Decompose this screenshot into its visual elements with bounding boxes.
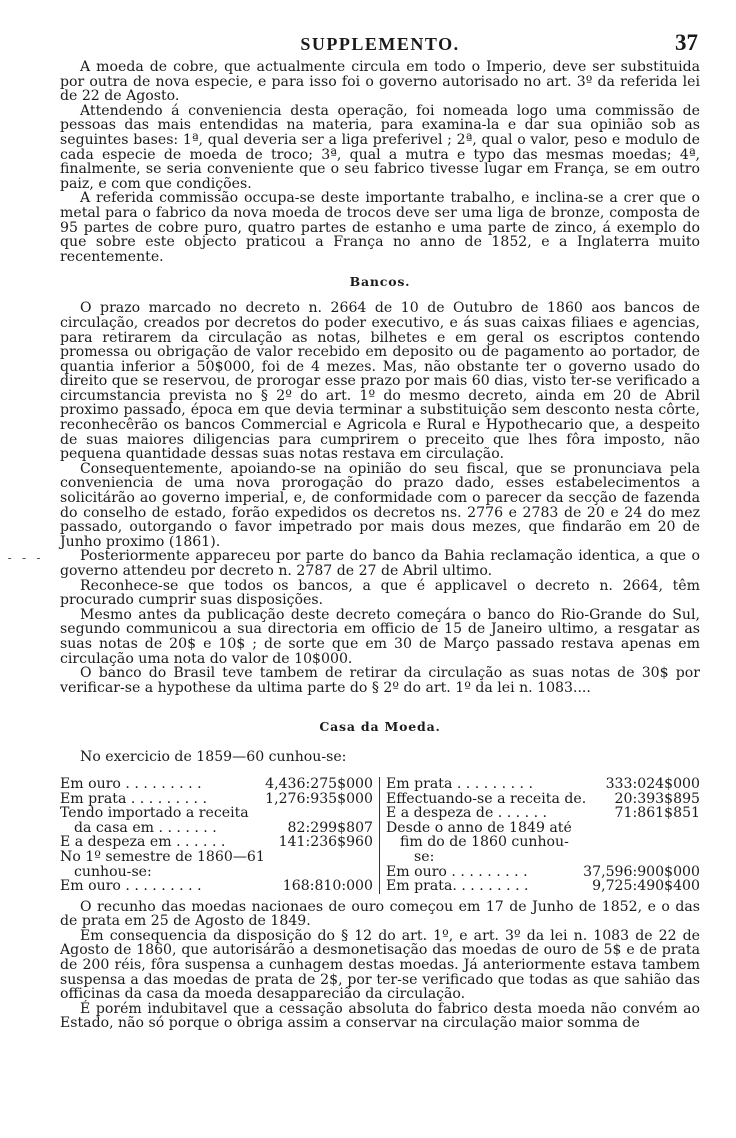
paragraph: A moeda de cobre, que actualmente circula em todo o Imperio, deve ser substituida por outra de nova especie, e para isso foi o governo autorisado no art. 3º da referida lei de 22 de Agosto.: [60, 59, 700, 105]
row-label: Em ouro . . . . . . . . .: [60, 879, 202, 894]
row-label: No 1º semestre de 1860—61: [60, 849, 265, 865]
table-row: [386, 865, 700, 880]
row-value: 141:236$960: [278, 834, 373, 851]
row-label: E a despeza em . . . . . .: [60, 835, 226, 850]
table-row: [60, 835, 373, 850]
casa-section: [60, 900, 700, 1031]
table-row: [386, 850, 700, 865]
row-label: se:: [414, 849, 435, 865]
page: [60, 30, 700, 1031]
section-heading-casa-da-moeda: Casa da Moeda.: [319, 719, 441, 735]
row-value: 9,725:490$400: [592, 878, 700, 895]
section-heading-bancos: Bancos.: [349, 274, 411, 290]
coinage-table: [60, 777, 700, 894]
row-label: Em ouro . . . . . . . . .: [386, 864, 528, 880]
table-row: [60, 806, 373, 821]
running-title: SUPPLEMENTO.: [300, 34, 460, 54]
table-row: [60, 821, 373, 836]
paragraph: Mesmo antes da publicação deste decreto começára o banco do Rio-Grande do Sul, segundo communicou a sua directoria em officio de 15 de Janeiro ultimo, a resgatar as suas notas de 20$ e 10$ ; de sorte que em 30 de Março passado restava apenas em circulação uma nota do valor de 10$000.: [60, 606, 700, 667]
table-row: [386, 777, 700, 792]
table-row: [60, 792, 373, 807]
table-column-left: [60, 777, 380, 894]
row-value: 4,436:275$000: [265, 775, 373, 792]
page-number: 37: [675, 30, 698, 55]
paragraph: Consequentemente, apoiando-se na opinião do seu fiscal, que se pronunciava pela conveniencia de uma nova prorogação do prazo dado, esses estabelecimentos a solicitárão ao governo imperial, e, de conformidade com o parecer da secção de fazenda do conselho de estado, forão expedidos os decretos ns. 2776 e 2783 de 20 e 24 do mez passado, outorgando o favor impetrado por mais dous mezes, que findarão em 20 de Junho proximo (1861).: [60, 460, 700, 550]
row-value: 333:024$000: [605, 775, 700, 792]
table-row: [386, 792, 700, 807]
table-row: [60, 865, 373, 880]
paragraph: Posteriormente appareceu por parte do banco da Bahia reclamação identica, a que o governo attendeu por decreto n. 2787 de 27 de Abril ultimo.: [60, 548, 700, 579]
table-row: [60, 777, 373, 792]
row-label: da casa em . . . . . . .: [74, 820, 217, 836]
row-value: 20:393$895: [614, 790, 700, 807]
table-intro: No exercicio de 1859—60 cunhou-se:: [80, 749, 347, 766]
table-row: [60, 879, 373, 894]
table-row: [386, 879, 700, 894]
table-row: [386, 835, 700, 850]
row-value: 168:810:000: [282, 878, 373, 895]
row-label: cunhou-se:: [74, 864, 152, 880]
paragraph: A referida commissão occupa-se deste importante trabalho, e inclina-se a crer que o metal para o fabrico da nova moeda de trocos deve ser uma liga de bronze, composta de 95 partes de cobre puro, quatro partes de estanho e uma parte de zinco, á exemplo do que sobre este objecto praticou a França no anno de 1852, e a Inglaterra muito recentemente.: [60, 190, 700, 265]
row-label: Desde o anno de 1849 até: [386, 820, 572, 836]
row-value: 37,596:900$000: [583, 863, 700, 880]
row-label: Em ouro . . . . . . . . .: [60, 776, 202, 792]
row-label: fim do de 1860 cunhou-: [400, 835, 569, 850]
paragraph: É porém indubitavel que a cessação absoluta do fabrico desta moeda não convém ao Estado, não só porque o obriga assim a conservar na circulação maior somma de: [60, 1000, 700, 1032]
row-value: 71:861$851: [614, 805, 700, 822]
row-label: Em prata . . . . . . . . .: [386, 776, 534, 792]
table-row: [386, 821, 700, 836]
table-column-right: [380, 777, 700, 894]
row-label: Tendo importado a receita: [60, 806, 249, 821]
table-row: [60, 850, 373, 865]
paragraph: Reconhece-se que todos os bancos, a que é applicavel o decreto n. 2664, têm procurado cumprir suas disposições.: [60, 577, 700, 609]
row-value: 1,276:935$000: [265, 790, 373, 807]
row-label: Effectuando-se a receita de.: [386, 791, 587, 807]
paragraph: O recunho das moedas nacionaes de ouro começou em 17 de Junho de 1852, e o das de prata em 25 de Agosto de 1849.: [60, 898, 700, 930]
page-header: [60, 30, 700, 60]
margin-mark: - - -: [6, 551, 43, 565]
table-row: [386, 806, 700, 821]
row-value: 82:299$807: [287, 819, 373, 836]
intro-section: [60, 60, 700, 264]
row-label: Em prata . . . . . . . . .: [60, 791, 208, 807]
row-label: Em prata. . . . . . . . .: [386, 879, 529, 894]
row-label: E a despeza de . . . . . .: [386, 806, 548, 821]
paragraph: O banco do Brasil teve tambem de retirar da circulação as suas notas de 30$ por verificar-se a hypothese da ultima parte do § 2º do art. 1º da lei n. 1083....: [60, 665, 700, 696]
bancos-section: [60, 301, 700, 695]
paragraph: O prazo marcado no decreto n. 2664 de 10 de Outubro de 1860 aos bancos de circulação, creados por decretos do poder executivo, e ás suas caixas filiaes e agencias, para retirarem da circulação as notas, bilhetes e em geral os escriptos contendo promessa ou obrigação de valor recebido em deposito ou de pagamento ao portador, de quantia inferior a 50$000, foi de 4 mezes. Mas, não obstante ter o governo usado do direito que se reservou, de prorogar esse prazo por mais 60 dias, visto ter-se verificado a circumstancia prevista no § 2º do art. 1º do mesmo decreto, ainda em 20 de Abril proximo passado, época em que devia terminar a substituição sem desconto nesta côrte, reconhecêrão os bancos Commercial e Agricola e Rural e Hypothecario que, a despeito de suas maiores diligencias para cumprirem o preceito que lhes fôra imposto, não pequena quantidade dessas suas notas restava em circulação.: [60, 300, 700, 463]
paragraph: Attendendo á conveniencia desta operação, foi nomeada logo uma commissão de pessoas das mais entendidas na materia, para examina-la e dar sua opinião sob as seguintes bases: 1ª, qual deveria ser a liga preferivel ; 2ª, qual o valor, peso e modulo de cada especie de moeda de troco; 3ª, qual a mutra e typo das mesmas moedas; 4ª, finalmente, se seria conveniente que o seu fabrico tivesse lugar em França, se em outro paiz, e com que condições.: [60, 102, 700, 192]
paragraph: Em consequencia da disposição do § 12 do art. 1º, e art. 3º da lei n. 1083 de 22 de Agosto de 1860, que autorisárão a desmonetisação das moedas de ouro de 5$ e de prata de 200 réis, fôra suspensa a cunhagem destas moedas. Já anteriormente estava tambem suspensa a das moedas de prata de 2$, por ter-se verificado que todas as que sahião das officinas da casa da moeda desapparecião da circulação.: [60, 927, 700, 1003]
